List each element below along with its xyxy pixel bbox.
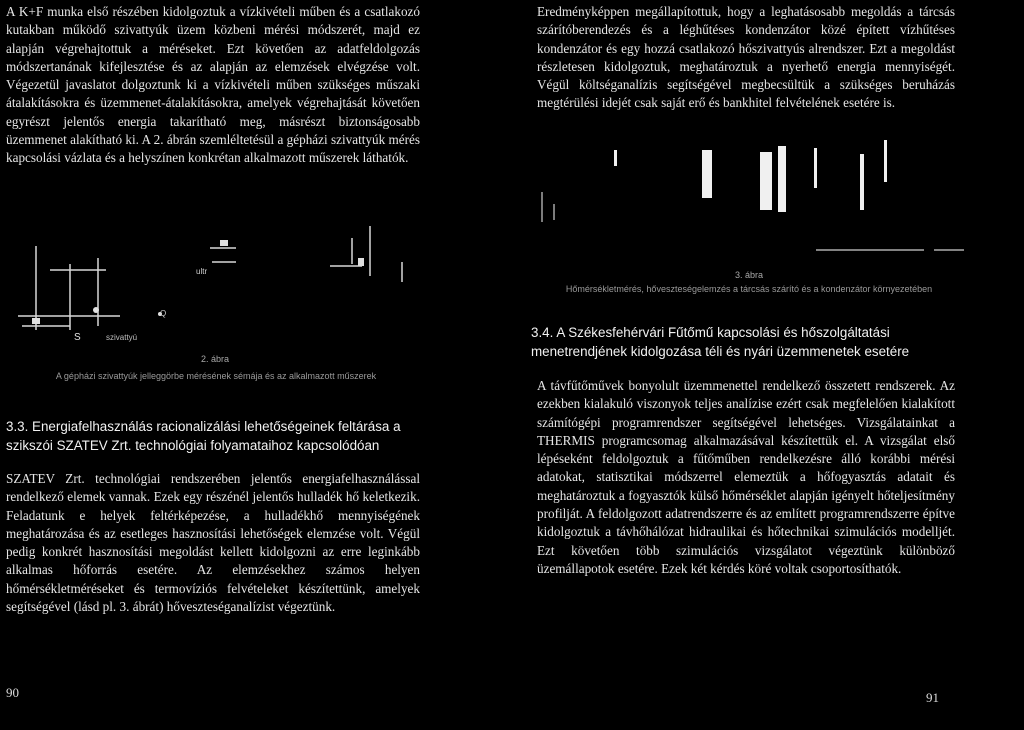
section-3-3-paragraph: SZATEV Zrt. technológiai rendszerében jelentős energiafelhasználással rendelkező elemek vannak. Ezek egy részénél jelentős hulladék hő keletkezik. Feladatunk e helyek feltérképezése, a hulladékhő mennyiségének meghatározása és az esetleges hasznosítási lehetőségek elemzése volt. Végül pedig konkrét hasznosítási megoldást kellett kidolgozni az erre leginkább alkalmas hőforrás esetére. Az elemzésekhez számos helyen hőmérsékletméréseket és termovíziós felvételeket készítettünk, amelyek segítségével (lásd pl. 3. ábrát) hőveszteséganalízist végeztünk. (6, 471, 420, 615)
figure-3-caption-text: Hőmérsékletmérés, hőveszteségelemzés a tárcsás szárító és a kondenzátor környezetében (565, 284, 933, 294)
figure-2-caption-text: A gépházi szivattyúk jelleggörbe mérésének sémája és az alkalmazott műszerek (55, 371, 377, 381)
left-intro-paragraph: A K+F munka első részében kidolgoztuk a vízkivételi műben és a csatlakozó kutakban működő szivattyúk üzem közbeni mérési módszerét, majd ez alapján végrehajtottuk a méréseket. Ezt követően az adatfeldolgozás módszertanának kifejlesztése és az alapján az elemzések elvégzése volt. Végezetül javaslatot dolgoztunk ki a vízkivételi műben szükséges műszaki átalakításokra és üzemmenet-átalakításokra, amelyek végrehajtását követően egyrészt jelentős energia takarítható meg, másrészt biztonságosabb üzemmenet alakítható ki. A 2. ábrán szemléltetésül a gépházi szivattyúk mérés kapcsolási vázlata és a helyszínen konkrétan alkalmazott műszerek láthatók. (6, 4, 420, 166)
figure-2-schematic (10, 218, 420, 348)
figure-2-caption-title: 2. ábra (200, 354, 230, 364)
page-number-left: 90 (6, 685, 19, 700)
section-3-4-paragraph: A távfűtőművek bonyolult üzemmenettel rendelkező összetett rendszerek. Az ezekben kialakuló viszonyok teljes analízise ezért csak megfelelően kialakított számítógépi programrendszer segítségével lehetséges. Vizsgálatainkat a THERMIS programcsomag alkalmazásával készítettük el. A vizsgálat első lépéseként feldolgoztuk a fűtőműben rendelkezésre álló korábbi mérési adatokat, statisztikai módszerrel elemeztük a hőfogyasztás adatait és meghatároztuk a fogyasztók külső hőmérséklet alapján igényelt hőteljesítmény profilját. A feldolgozott adatrendszerre és az említett programrendszerre építve kidolgoztuk a távhőhálózat hidraulikai és hőtechnikai szimulációs modelljét. Ezt követően több szimulációs vizsgálatot végeztünk különböző üzemállapotok esetére. Ezek két kérdés köré voltak csoportosíthatók. (537, 378, 955, 576)
right-intro-paragraph: Eredményképpen megállapítottuk, hogy a leghatásosabb megoldás a tárcsás szárítóberendezés és a léghűtéses kondenzátor közé épített vízhűtéses kondenzátor és egy hozzá csatlakozó hőszivattyús alrendszer. Ezt a megoldást részletesen kidolgoztuk, meghatároztuk a nyerhető energia mennyiségét. Végül költséganalízis segítségével megbecsültük a szükséges beruházás megtérülési idejét csak saját erő és bankhitel felvételének esetére is. (537, 4, 955, 111)
right-page (512, 0, 1024, 730)
figure-2-label-pump: szivattyú (106, 333, 138, 342)
figure-2-label-Q: Q (160, 309, 167, 318)
section-3-4-heading: 3.4. A Székesfehérvári Fűtőmű kapcsolási és hőszolgáltatási menetrendjének kidolgozása téli és nyári üzemmenetek esetére (531, 325, 910, 359)
figure-2-drawing (10, 218, 420, 348)
figure-3-caption-title: 3. ábra (734, 270, 764, 280)
figure-2-label-ultr: ultr (196, 267, 208, 276)
figure-2-label-S: S (74, 332, 81, 343)
section-3-3-heading: 3.3. Energiafelhasználás racionalizálási lehetőségeinek feltárása a szikszói SZATEV Zrt. technológiai folyamataihoz kapcsolódóan (6, 419, 401, 453)
page-number-right: 91 (926, 690, 939, 705)
figure-3-thermograms (534, 130, 964, 270)
figure-3-drawing (534, 130, 964, 270)
